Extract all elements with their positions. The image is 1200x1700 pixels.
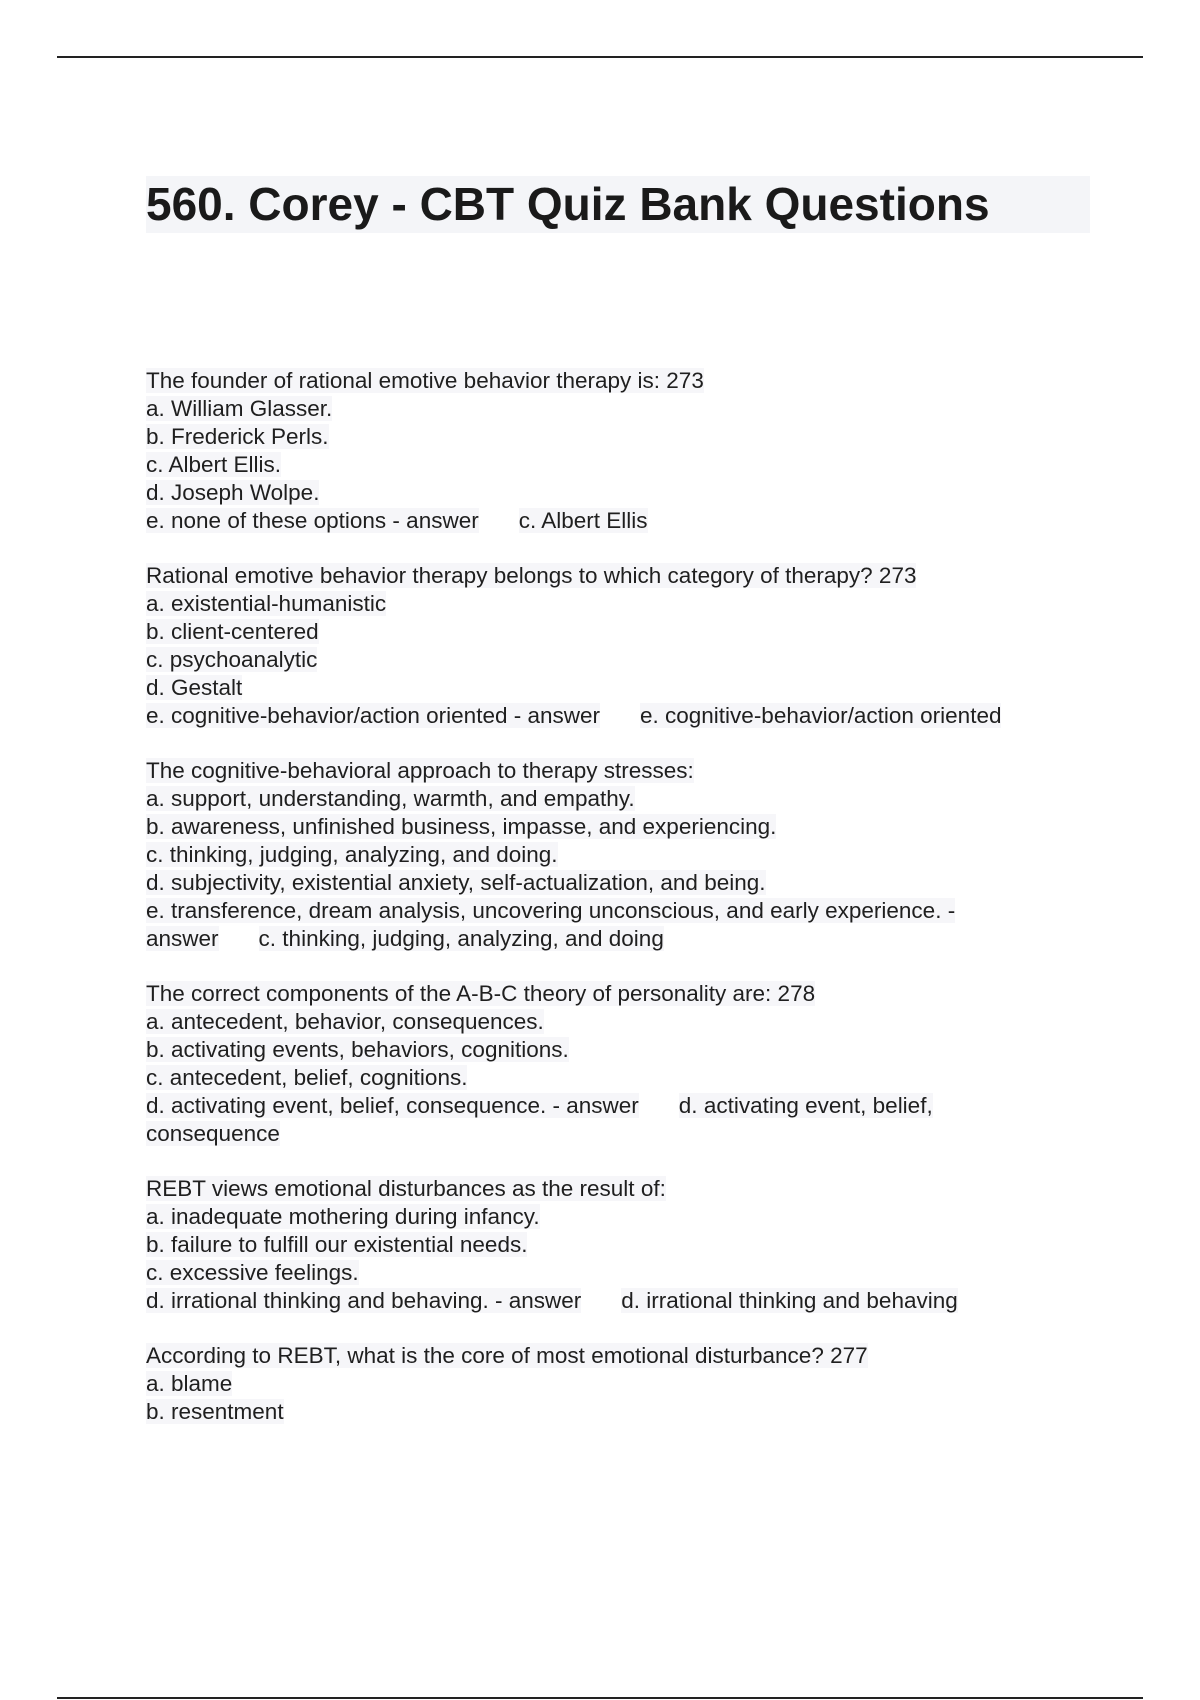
question-stem: REBT views emotional disturbances as the result of: <box>146 1176 666 1201</box>
option: e. transference, dream analysis, uncovering unconscious, and early experience. - <box>146 898 956 923</box>
question-2 <box>146 562 1096 730</box>
question-stem: Rational emotive behavior therapy belongs to which category of therapy? 273 <box>146 563 917 588</box>
option: c. thinking, judging, analyzing, and doing. <box>146 842 558 867</box>
option: b. activating events, behaviors, cognitions. <box>146 1037 569 1062</box>
answer-lead: answer <box>146 926 219 951</box>
question-3 <box>146 757 1096 953</box>
option: d. Gestalt <box>146 675 243 700</box>
answer-value: d. activating event, belief, <box>678 1093 933 1118</box>
option: b. failure to fulfill our existential needs. <box>146 1232 528 1257</box>
option: b. Frederick Perls. <box>146 424 329 449</box>
option: b. client-centered <box>146 619 319 644</box>
option: a. existential-humanistic <box>146 591 387 616</box>
option: a. antecedent, behavior, consequences. <box>146 1009 544 1034</box>
question-stem: According to REBT, what is the core of most emotional disturbance? 277 <box>146 1343 868 1368</box>
option: c. psychoanalytic <box>146 647 318 672</box>
option: b. awareness, unfinished business, impasse, and experiencing. <box>146 814 777 839</box>
question-4 <box>146 980 1096 1148</box>
answer-lead: d. irrational thinking and behaving. - answer <box>146 1288 582 1313</box>
answer-line <box>146 1092 1096 1120</box>
question-stem: The correct components of the A-B-C theory of personality are: 278 <box>146 981 816 1006</box>
question-5 <box>146 1175 1096 1315</box>
option: c. excessive feelings. <box>146 1260 359 1285</box>
option: c. Albert Ellis. <box>146 452 282 477</box>
answer-lead: d. activating event, belief, consequence. - answer <box>146 1093 639 1118</box>
option: a. support, understanding, warmth, and empathy. <box>146 786 635 811</box>
option: c. antecedent, belief, cognitions. <box>146 1065 468 1090</box>
option: d. Joseph Wolpe. <box>146 480 320 505</box>
answer-lead: e. cognitive-behavior/action oriented - answer <box>146 703 600 728</box>
top-rule <box>57 56 1143 58</box>
option: a. blame <box>146 1371 233 1396</box>
answer-wrap: consequence <box>146 1121 280 1146</box>
answer-line <box>146 507 1096 535</box>
question-6 <box>146 1342 1096 1426</box>
question-stem: The founder of rational emotive behavior therapy is: 273 <box>146 368 704 393</box>
answer-line <box>146 1287 1096 1315</box>
option: b. resentment <box>146 1399 284 1424</box>
answer-value: e. cognitive-behavior/action oriented <box>640 703 1002 728</box>
question-stem: The cognitive-behavioral approach to therapy stresses: <box>146 758 694 783</box>
answer-line <box>146 925 1096 953</box>
question-list <box>146 367 1096 1453</box>
answer-lead: e. none of these options - answer <box>146 508 479 533</box>
option: a. William Glasser. <box>146 396 333 421</box>
option: a. inadequate mothering during infancy. <box>146 1204 540 1229</box>
question-1 <box>146 367 1096 535</box>
answer-value: c. thinking, judging, analyzing, and doing <box>258 926 664 951</box>
answer-value: d. irrational thinking and behaving <box>621 1288 958 1313</box>
option: d. subjectivity, existential anxiety, self-actualization, and being. <box>146 870 766 895</box>
answer-line <box>146 702 1096 730</box>
page-title: 560. Corey - CBT Quiz Bank Questions <box>146 176 1090 233</box>
answer-value: c. Albert Ellis <box>518 508 648 533</box>
bottom-rule <box>57 1697 1143 1699</box>
